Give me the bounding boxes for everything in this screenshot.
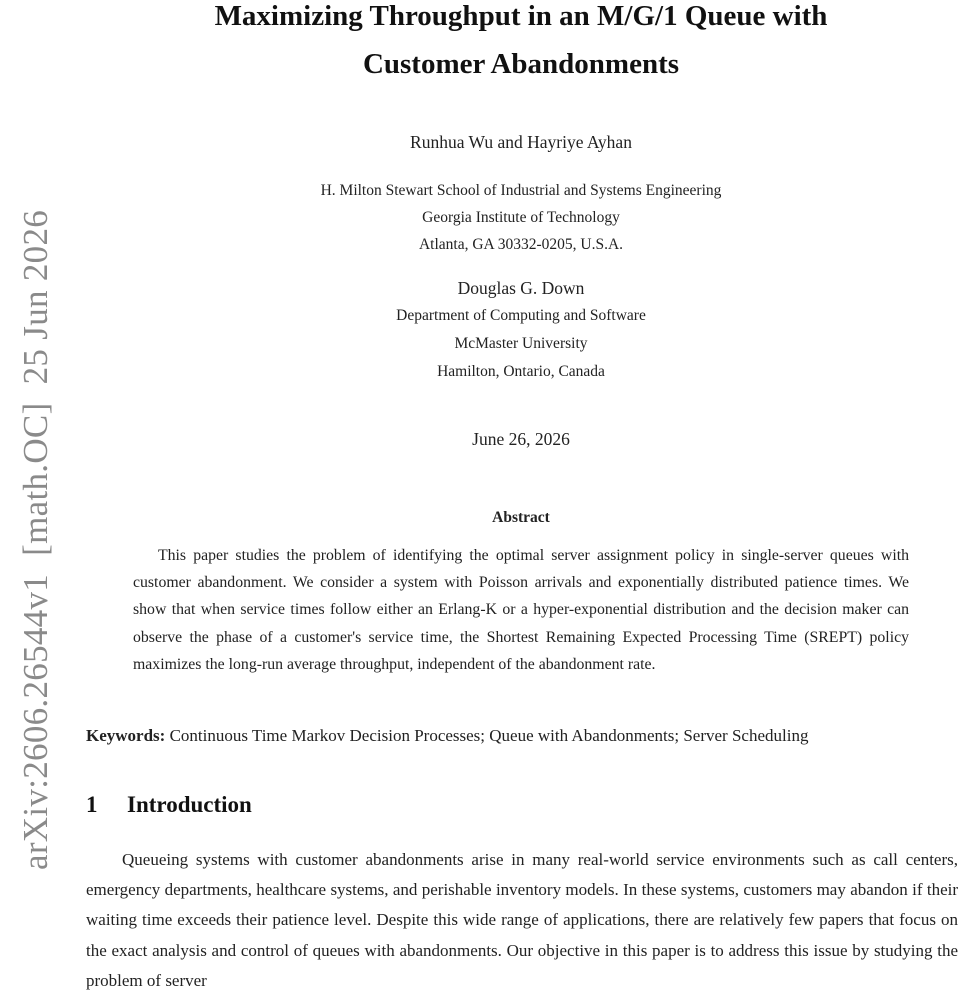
introduction-paragraph: Queueing systems with customer abandonments arise in many real-world service environments such as call centers, emergency departments, healthcare systems, and perishable inventory models. In these systems, customers may abandon if their waiting time exceeds their patience level. Despite this wide range of applications, there are relatively few papers that focus on the exact analysis and control of queues with abandonments. Our objective in this paper is to address this issue by studying the problem of server bbox=[86, 850, 958, 990]
author-2: Douglas G. Down bbox=[457, 278, 585, 298]
title-line-1: Maximizing Throughput in an M/G/1 Queue with bbox=[214, 0, 828, 32]
affiliation-1-address: Atlanta, GA 30332-0205, U.S.A. bbox=[418, 236, 624, 253]
affiliation-2-address: Hamilton, Ontario, Canada bbox=[437, 363, 605, 380]
affiliation-1 bbox=[100, 177, 942, 258]
keywords bbox=[86, 724, 966, 748]
section-title: Introduction bbox=[127, 792, 252, 817]
section-heading-introduction bbox=[86, 789, 252, 821]
paper-title bbox=[100, 0, 942, 88]
authors-line-1: Runhua Wu and Hayriye Ayhan bbox=[410, 132, 632, 152]
paper-date: June 26, 2026 bbox=[472, 429, 570, 449]
keywords-label: Keywords: bbox=[86, 726, 166, 745]
keywords-text: Continuous Time Markov Decision Processes; Queue with Abandonments; Server Scheduling bbox=[169, 726, 809, 745]
arxiv-identifier-stamp: arXiv:2606.26544v1 [math.OC] 25 Jun 2026 bbox=[16, 209, 55, 870]
affiliation-2-university: McMaster University bbox=[454, 335, 588, 352]
affiliation-1-institute: Georgia Institute of Technology bbox=[422, 209, 620, 226]
affiliation-2 bbox=[100, 302, 942, 386]
affiliation-1-school: H. Milton Stewart School of Industrial and Systems Engineering bbox=[320, 182, 722, 199]
section-number: 1 bbox=[86, 792, 98, 817]
abstract-heading: Abstract bbox=[492, 509, 550, 526]
title-line-2: Customer Abandonments bbox=[362, 48, 680, 80]
affiliation-2-department: Department of Computing and Software bbox=[396, 307, 646, 324]
abstract-text: This paper studies the problem of identifying the optimal server assignment policy in single-server queues with customer abandonment. We consider a system with Poisson arrivals and exponentially distributed patience times. We show that when service times follow either an Erlang-K or a hyper-exponential distribution and the decision maker can observe the phase of a customer's service time, the Shortest Remaining Expected Processing Time (SREPT) policy maximizes the long-run average throughput, independent of the abandonment rate. bbox=[133, 547, 909, 673]
